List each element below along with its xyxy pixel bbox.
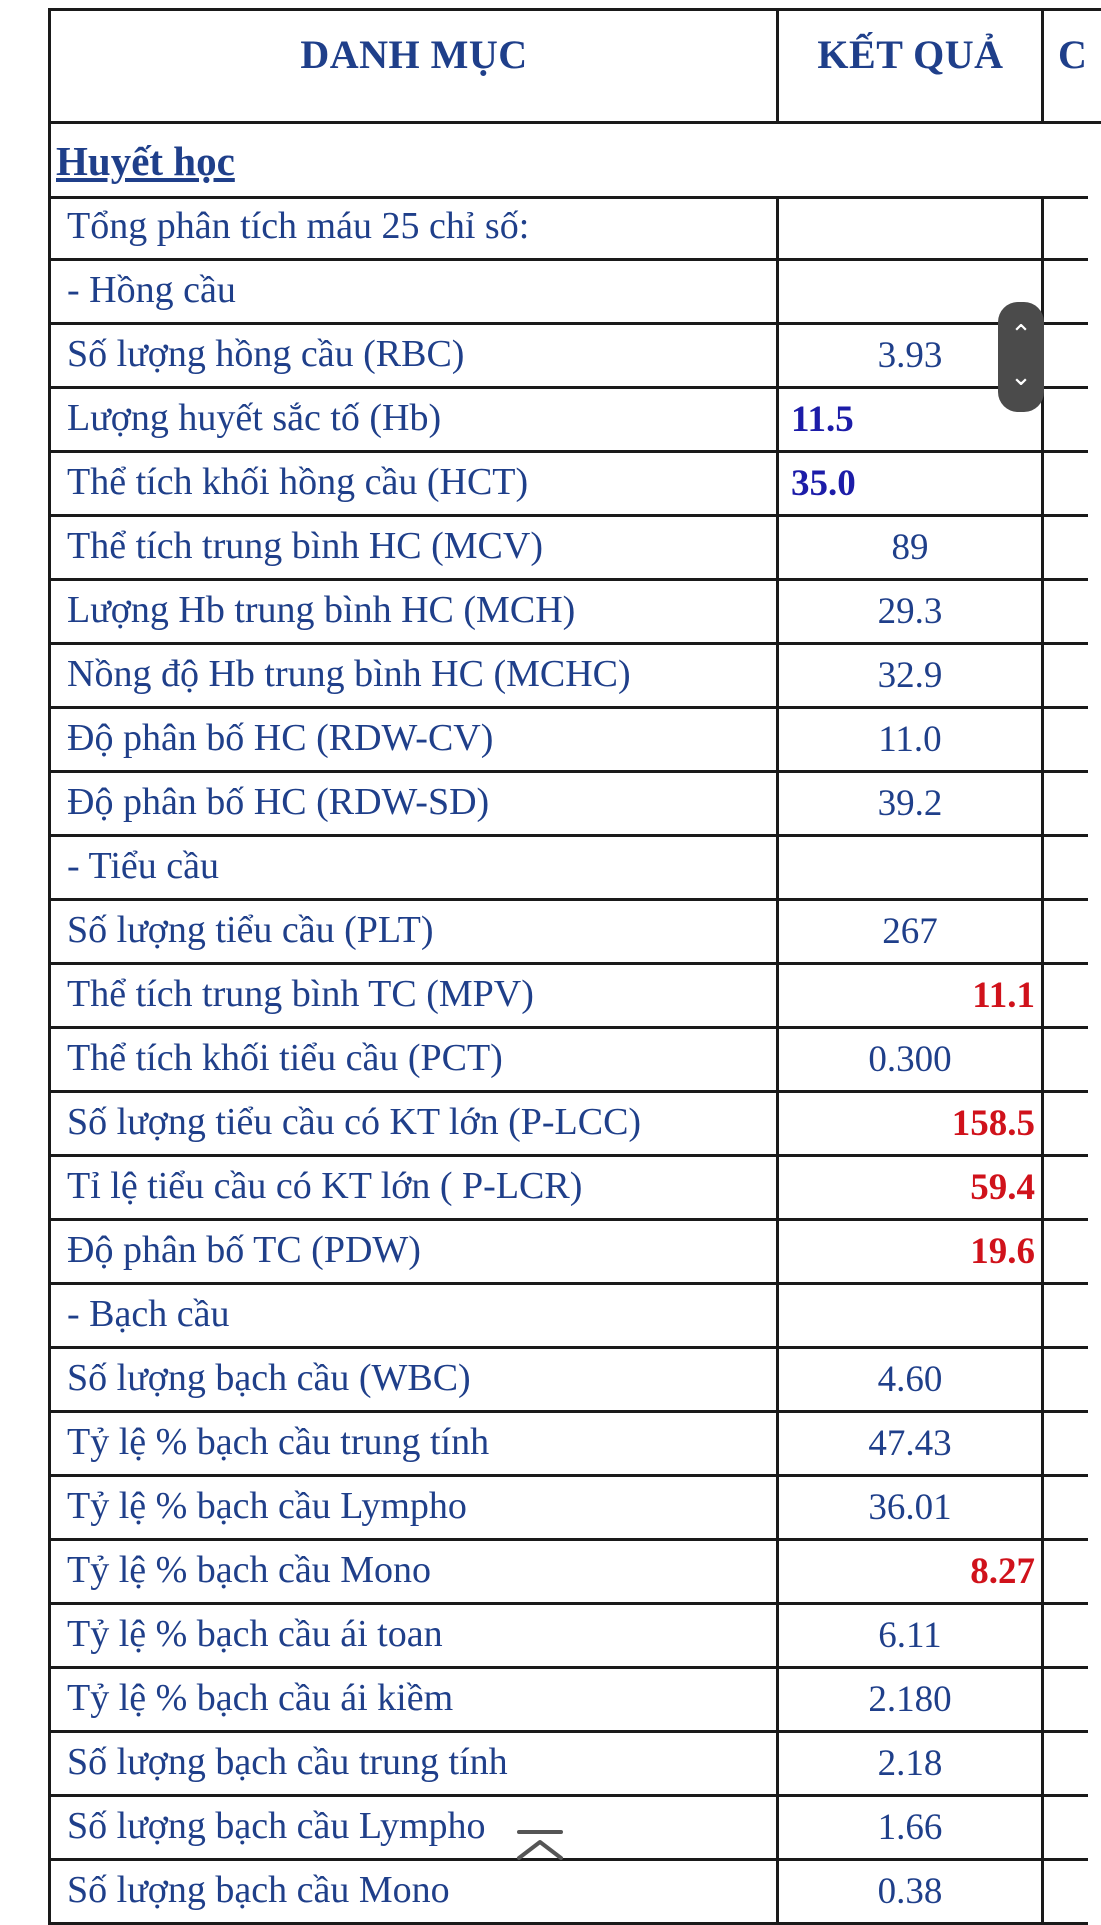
result-cell bbox=[776, 773, 1041, 834]
category-cell bbox=[48, 1477, 776, 1538]
category-label: Tỷ lệ % bạch cầu ái kiềm bbox=[67, 1677, 454, 1719]
next-column-cell bbox=[1041, 1413, 1101, 1474]
result-cell bbox=[776, 1029, 1041, 1090]
result-value: 6.11 bbox=[878, 1615, 942, 1656]
category-label: Số lượng tiểu cầu có KT lớn (P-LCC) bbox=[67, 1101, 642, 1143]
next-column-cell bbox=[1041, 325, 1101, 386]
table-row bbox=[48, 1157, 1088, 1221]
result-cell bbox=[776, 965, 1041, 1026]
category-cell bbox=[48, 965, 776, 1026]
category-cell bbox=[48, 645, 776, 706]
table-row bbox=[48, 645, 1088, 709]
table-row bbox=[48, 1413, 1088, 1477]
category-cell bbox=[48, 1157, 776, 1218]
table-row bbox=[48, 1605, 1088, 1669]
chevron-down-icon[interactable]: ⌄ bbox=[1010, 362, 1032, 392]
chevron-up-icon[interactable]: ⌃ bbox=[1010, 320, 1032, 350]
category-label: Số lượng bạch cầu Mono bbox=[67, 1869, 450, 1911]
result-cell bbox=[776, 453, 1041, 514]
category-cell bbox=[48, 1605, 776, 1666]
category-label: Thể tích khối tiểu cầu (PCT) bbox=[67, 1037, 503, 1079]
category-cell bbox=[48, 1029, 776, 1090]
category-label: Lượng huyết sắc tố (Hb) bbox=[67, 397, 442, 439]
scroll-control[interactable] bbox=[998, 302, 1044, 412]
result-value: 1.66 bbox=[877, 1807, 943, 1848]
category-cell bbox=[48, 325, 776, 386]
category-cell bbox=[48, 1413, 776, 1474]
result-cell bbox=[776, 837, 1041, 898]
table-row bbox=[48, 261, 1088, 325]
category-cell bbox=[48, 261, 776, 322]
column-header-category-label: DANH MỤC bbox=[300, 32, 528, 77]
next-column-cell bbox=[1041, 1605, 1101, 1666]
result-value: 0.38 bbox=[877, 1871, 943, 1912]
result-value: 3.93 bbox=[877, 335, 943, 376]
next-column-cell bbox=[1041, 389, 1101, 450]
category-cell bbox=[48, 581, 776, 642]
category-label: Tỷ lệ % bạch cầu trung tính bbox=[67, 1421, 490, 1463]
next-column-cell bbox=[1041, 453, 1101, 514]
column-header-result bbox=[776, 8, 1042, 124]
result-cell bbox=[776, 1285, 1041, 1346]
category-label: Thể tích trung bình TC (MPV) bbox=[67, 973, 534, 1015]
category-cell bbox=[48, 901, 776, 962]
table-row bbox=[48, 197, 1088, 261]
result-cell bbox=[776, 517, 1041, 578]
result-value: 11.0 bbox=[878, 719, 942, 760]
category-label: Nồng độ Hb trung bình HC (MCHC) bbox=[67, 653, 631, 695]
category-label: Số lượng bạch cầu Lympho bbox=[67, 1805, 486, 1847]
column-header-result-label: KẾT QUẢ bbox=[817, 32, 1004, 77]
category-cell bbox=[48, 453, 776, 514]
next-column-cell bbox=[1041, 645, 1101, 706]
table-row bbox=[48, 1093, 1088, 1157]
table-row bbox=[48, 1733, 1088, 1797]
category-label: Số lượng hồng cầu (RBC) bbox=[67, 333, 465, 375]
category-label: Số lượng tiểu cầu (PLT) bbox=[67, 909, 434, 951]
category-label: Tổng phân tích máu 25 chỉ số: bbox=[67, 205, 530, 247]
result-value: 8.27 bbox=[970, 1551, 1035, 1592]
next-column-cell bbox=[1041, 709, 1101, 770]
result-value: 39.2 bbox=[877, 783, 943, 824]
table-row bbox=[48, 581, 1088, 645]
result-cell bbox=[776, 1349, 1041, 1410]
table-row bbox=[48, 1477, 1088, 1541]
result-cell bbox=[776, 901, 1041, 962]
next-column-cell bbox=[1041, 1669, 1101, 1730]
category-label: Tỉ lệ tiểu cầu có KT lớn ( P-LCR) bbox=[67, 1165, 583, 1207]
result-cell bbox=[776, 1413, 1041, 1474]
result-value: 11.1 bbox=[972, 975, 1035, 1016]
result-cell bbox=[776, 1797, 1041, 1858]
table-row bbox=[48, 773, 1088, 837]
next-column-cell bbox=[1041, 1285, 1101, 1346]
next-column-cell bbox=[1041, 581, 1101, 642]
next-column-cell bbox=[1041, 1861, 1101, 1922]
next-column-cell bbox=[1041, 1349, 1101, 1410]
result-value: 36.01 bbox=[868, 1487, 952, 1528]
result-cell bbox=[776, 645, 1041, 706]
next-column-cell bbox=[1041, 1221, 1101, 1282]
next-column-cell bbox=[1041, 261, 1101, 322]
category-cell bbox=[48, 1861, 776, 1922]
table-row bbox=[48, 517, 1088, 581]
table-row bbox=[48, 1861, 1088, 1925]
section-border bbox=[48, 124, 51, 197]
category-label: - Hồng cầu bbox=[67, 269, 236, 311]
table-row bbox=[48, 1349, 1088, 1413]
result-cell bbox=[776, 1541, 1041, 1602]
category-label: - Tiểu cầu bbox=[67, 845, 219, 887]
table-row bbox=[48, 1029, 1088, 1093]
next-column-cell bbox=[1041, 965, 1101, 1026]
category-label: Lượng Hb trung bình HC (MCH) bbox=[67, 589, 576, 631]
result-cell bbox=[776, 1093, 1041, 1154]
result-value: 0.300 bbox=[868, 1039, 952, 1080]
table-row bbox=[48, 709, 1088, 773]
result-cell bbox=[776, 1861, 1041, 1922]
category-cell bbox=[48, 1349, 776, 1410]
column-header-category bbox=[48, 8, 777, 124]
category-label: Tỷ lệ % bạch cầu ái toan bbox=[67, 1613, 443, 1655]
category-cell bbox=[48, 1669, 776, 1730]
category-label: Thể tích khối hồng cầu (HCT) bbox=[67, 461, 529, 503]
column-header-next bbox=[1041, 8, 1101, 124]
table-row bbox=[48, 1221, 1088, 1285]
table-row bbox=[48, 389, 1088, 453]
category-cell bbox=[48, 773, 776, 834]
category-label: Độ phân bố HC (RDW-CV) bbox=[67, 717, 494, 759]
results-table bbox=[48, 197, 1088, 1925]
category-cell bbox=[48, 1285, 776, 1346]
result-cell bbox=[776, 581, 1041, 642]
result-cell bbox=[776, 1157, 1041, 1218]
next-column-cell bbox=[1041, 1477, 1101, 1538]
category-cell bbox=[48, 709, 776, 770]
next-column-cell bbox=[1041, 901, 1101, 962]
category-label: Tỷ lệ % bạch cầu Mono bbox=[67, 1549, 432, 1591]
table-row bbox=[48, 453, 1088, 517]
next-column-cell bbox=[1041, 197, 1101, 258]
next-column-cell bbox=[1041, 1029, 1101, 1090]
category-label: Thể tích trung bình HC (MCV) bbox=[67, 525, 544, 567]
result-value: 267 bbox=[882, 911, 938, 952]
category-cell bbox=[48, 837, 776, 898]
category-cell bbox=[48, 517, 776, 578]
result-cell bbox=[776, 1221, 1041, 1282]
category-label: Tỷ lệ % bạch cầu Lympho bbox=[67, 1485, 467, 1527]
category-label: Số lượng bạch cầu trung tính bbox=[67, 1741, 508, 1783]
result-value: 59.4 bbox=[970, 1167, 1035, 1208]
result-value: 35.0 bbox=[791, 463, 856, 504]
category-label: Độ phân bố TC (PDW) bbox=[67, 1229, 421, 1271]
table-row bbox=[48, 1285, 1088, 1349]
next-column-cell bbox=[1041, 1157, 1101, 1218]
next-column-cell bbox=[1041, 1733, 1101, 1794]
result-value: 158.5 bbox=[951, 1103, 1035, 1144]
result-value: 2.18 bbox=[877, 1743, 943, 1784]
result-cell bbox=[776, 709, 1041, 770]
column-header-next-label: C bbox=[1058, 32, 1088, 77]
result-value: 11.5 bbox=[791, 399, 854, 440]
category-label: Độ phân bố HC (RDW-SD) bbox=[67, 781, 490, 823]
table-row bbox=[48, 965, 1088, 1029]
result-cell bbox=[776, 1605, 1041, 1666]
result-value: 47.43 bbox=[868, 1423, 952, 1464]
result-cell bbox=[776, 1669, 1041, 1730]
table-row bbox=[48, 901, 1088, 965]
next-column-cell bbox=[1041, 1541, 1101, 1602]
result-value: 32.9 bbox=[877, 655, 943, 696]
table-row bbox=[48, 1669, 1088, 1733]
category-label: - Bạch cầu bbox=[67, 1293, 230, 1335]
category-cell bbox=[48, 1221, 776, 1282]
category-cell bbox=[48, 389, 776, 450]
result-value: 19.6 bbox=[970, 1231, 1035, 1272]
result-value: 89 bbox=[891, 527, 929, 568]
category-label: Số lượng bạch cầu (WBC) bbox=[67, 1357, 471, 1399]
result-value: 2.180 bbox=[868, 1679, 952, 1720]
next-column-cell bbox=[1041, 773, 1101, 834]
next-column-cell bbox=[1041, 837, 1101, 898]
next-column-cell bbox=[1041, 1797, 1101, 1858]
section-title: Huyết học bbox=[56, 138, 235, 184]
result-cell bbox=[776, 1477, 1041, 1538]
category-cell bbox=[48, 1541, 776, 1602]
result-cell bbox=[776, 197, 1041, 258]
category-cell bbox=[48, 1733, 776, 1794]
category-cell bbox=[48, 1093, 776, 1154]
table-row bbox=[48, 1541, 1088, 1605]
result-cell bbox=[776, 1733, 1041, 1794]
category-cell bbox=[48, 197, 776, 258]
table-row bbox=[48, 837, 1088, 901]
pull-up-handle-icon[interactable] bbox=[505, 1826, 575, 1866]
result-value: 29.3 bbox=[877, 591, 943, 632]
next-column-cell bbox=[1041, 1093, 1101, 1154]
next-column-cell bbox=[1041, 517, 1101, 578]
result-value: 4.60 bbox=[877, 1359, 943, 1400]
category-cell bbox=[48, 1797, 776, 1858]
table-row bbox=[48, 325, 1088, 392]
